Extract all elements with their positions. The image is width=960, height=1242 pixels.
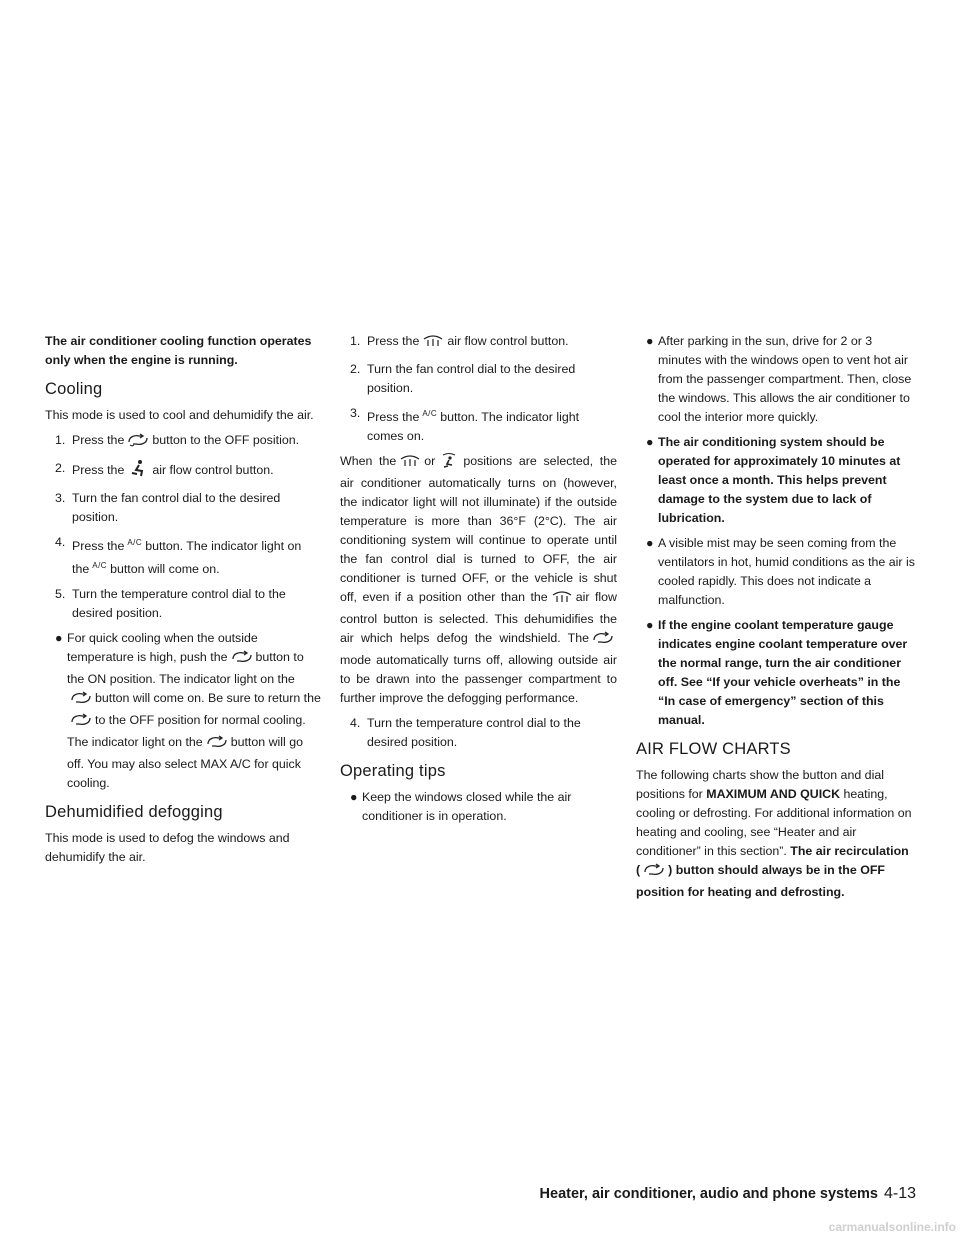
defrost-floor-airflow-icon [438, 452, 460, 474]
dehumid-step-4: 4. Turn the temperature control dial to the desired position. [350, 716, 581, 749]
cooling-step-3: 3. Turn the fan control dial to the desired position. [55, 491, 281, 524]
air-recirculation-icon [127, 433, 149, 453]
air-recirculation-icon [231, 650, 253, 670]
section-title: Heater, air conditioner, audio and phone systems [539, 1186, 878, 1202]
dehumidified-heading: Dehumidified defogging [45, 803, 223, 821]
tip-item: ● If the engine coolant temperature gauge indicates engine coolant temperature over the normal range, turn the air conditioner off. See “If your vehicle overheats” in the “In case of emergency” section of this manual. [646, 618, 908, 727]
page-number: 4-13 [883, 1185, 916, 1202]
column-2 [340, 332, 617, 832]
air-flow-charts-paragraph: The following charts show the button and dial positions for MAXIMUM AND QUICK heating, cooling or defrosting. For additional information on heating and cooling, see “Heater and air conditioner” in this section”. The air recirculation ( ) button should always be in the OFF position for heating and defrosting. [636, 768, 912, 899]
air-recirculation-icon [592, 631, 614, 651]
quick-cooling-bullet: ● For quick cooling when the outside temperature is high, push the button to the ON position. The indicator light on thebutton will come on. Be sure to return theto the OFF position for normal cooling. The indicator light on the button will go off. You may also select MAX A/C for quick cooling. [55, 631, 321, 790]
defrost-airflow-icon [551, 590, 573, 610]
air-recirculation-icon [643, 863, 665, 883]
cooling-step-5: 5. Turn the temperature control dial to the desired position. [55, 587, 286, 620]
defrost-airflow-icon [399, 454, 421, 474]
ac-icon: A/C [422, 409, 438, 418]
tip-item: ● Keep the windows closed while the air conditioner is in operation. [350, 790, 572, 823]
dehumid-step-2: 2. Turn the fan control dial to the desired position. [350, 362, 576, 395]
dehumid-step-3: 3. Press the $^{A/C}$ button. The indicator light comes on. [350, 406, 580, 443]
ac-icon: A/C [92, 561, 108, 570]
page-footer [500, 1185, 916, 1203]
air-recirculation-icon [206, 735, 228, 755]
cooling-intro: This mode is used to cool and dehumidify the air. [45, 408, 314, 422]
air-recirculation-icon [70, 691, 92, 711]
air-flow-charts-heading: AIR FLOW CHARTS [636, 740, 791, 758]
operating-tips-heading: Operating tips [340, 762, 446, 780]
dehumid-paragraph: When the or positions are selected, the air conditioner automatically turns on (however, the indicator light will not illuminate) if the outside temperature is more than 36°F (2°C). The air conditioning system will continue to operate until the fan control dial is turned to OFF, the air conditioner is turned OFF, or the vehicle is shut off, even if a position other than the air flow control button is selected. This dehumidifies the air which helps defog the windshield. Themode automatically turns off, allowing outside air to be drawn into the passenger compartment to further improve the defogging performance. [340, 454, 618, 705]
column-3 [636, 332, 916, 908]
dehumid-step-1: 1. Press the air flow control button. [340, 332, 617, 354]
tip-item: ● A visible mist may be seen coming from the ventilators in hot, humid conditions as the air is cooled rapidly. This does not indicate a malfunction. [646, 536, 915, 607]
cooling-step-4: 4. Press the $^{A/C}$ button. The indicator light on the $^{A/C}$ button will come on. [55, 535, 302, 576]
watermark: carmanualsonline.info [828, 1220, 956, 1234]
ac-icon: A/C [127, 538, 143, 547]
dehumidified-intro: This mode is used to defog the windows and dehumidify the air. [45, 831, 290, 864]
tip-item: ● The air conditioning system should be operated for approximately 10 minutes at least once a month. This helps prevent damage to the system due to lack of lubrication. [646, 435, 901, 525]
cooling-step-1: 1. Press the button to the OFF position. [45, 431, 321, 453]
intro-note: The air conditioner cooling function operates only when the engine is running. [45, 334, 312, 367]
floor-airflow-icon [127, 459, 149, 483]
cooling-step-2: 2. Press the air flow control button. [45, 459, 321, 483]
air-recirculation-icon [70, 713, 92, 733]
tip-item: ● After parking in the sun, drive for 2 or 3 minutes with the windows open to vent hot air from the passenger compartment. Then, close the windows. This allows the air conditioner to cool the interior more quickly. [646, 334, 912, 424]
defrost-airflow-icon [422, 334, 444, 354]
cooling-heading: Cooling [45, 380, 103, 398]
column-1 [45, 332, 321, 873]
